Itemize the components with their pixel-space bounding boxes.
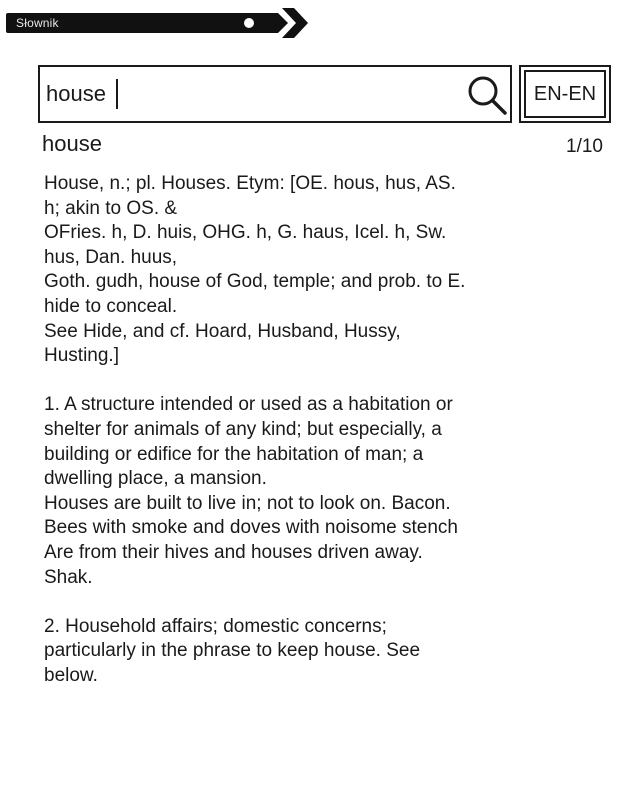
search-box (38, 65, 512, 123)
dot-icon (244, 18, 254, 28)
language-selector-button[interactable] (519, 65, 611, 123)
search-icon[interactable] (465, 73, 509, 117)
language-label: EN-EN (524, 70, 606, 118)
search-input[interactable] (40, 67, 460, 121)
sense-paragraph-2: 2. Household affairs; domestic concerns; particularly in the phrase to keep house. See below. (44, 615, 421, 686)
text-caret (116, 79, 118, 109)
definition-body[interactable] (44, 172, 614, 688)
paragraph-spacer (44, 369, 614, 394)
entry-headword: house (42, 131, 102, 156)
etymology-paragraph: House, n.; pl. Houses. Etym: [OE. hous, hus, AS. h; akin to OS. & OFries. h, D. huis, OHG. h, G. haus, Icel. h, Sw. hus, Dan. huus, Goth. gudh, house of God, temple; and prob. to E. hide to conceal. See Hide, and cf. Hoard, Husband, Hussy, Husting.] (44, 173, 466, 367)
sense-paragraph-1: 1. A structure intended or used as a habitation or shelter for animals of any kind; but especially, a building or edifice for the habitation of man; a dwelling place, a mansion. Houses are built to live in; not to look on. Bacon. Bees with smoke and doves with noisome stench Are from their hives and houses driven away. Shak. (44, 394, 458, 588)
paragraph-spacer (44, 590, 614, 615)
result-counter: 1/10 (566, 136, 603, 157)
chevron-right-icon[interactable] (268, 8, 318, 38)
app-title-bar[interactable] (6, 8, 306, 38)
app-title: Słownik (16, 16, 59, 30)
